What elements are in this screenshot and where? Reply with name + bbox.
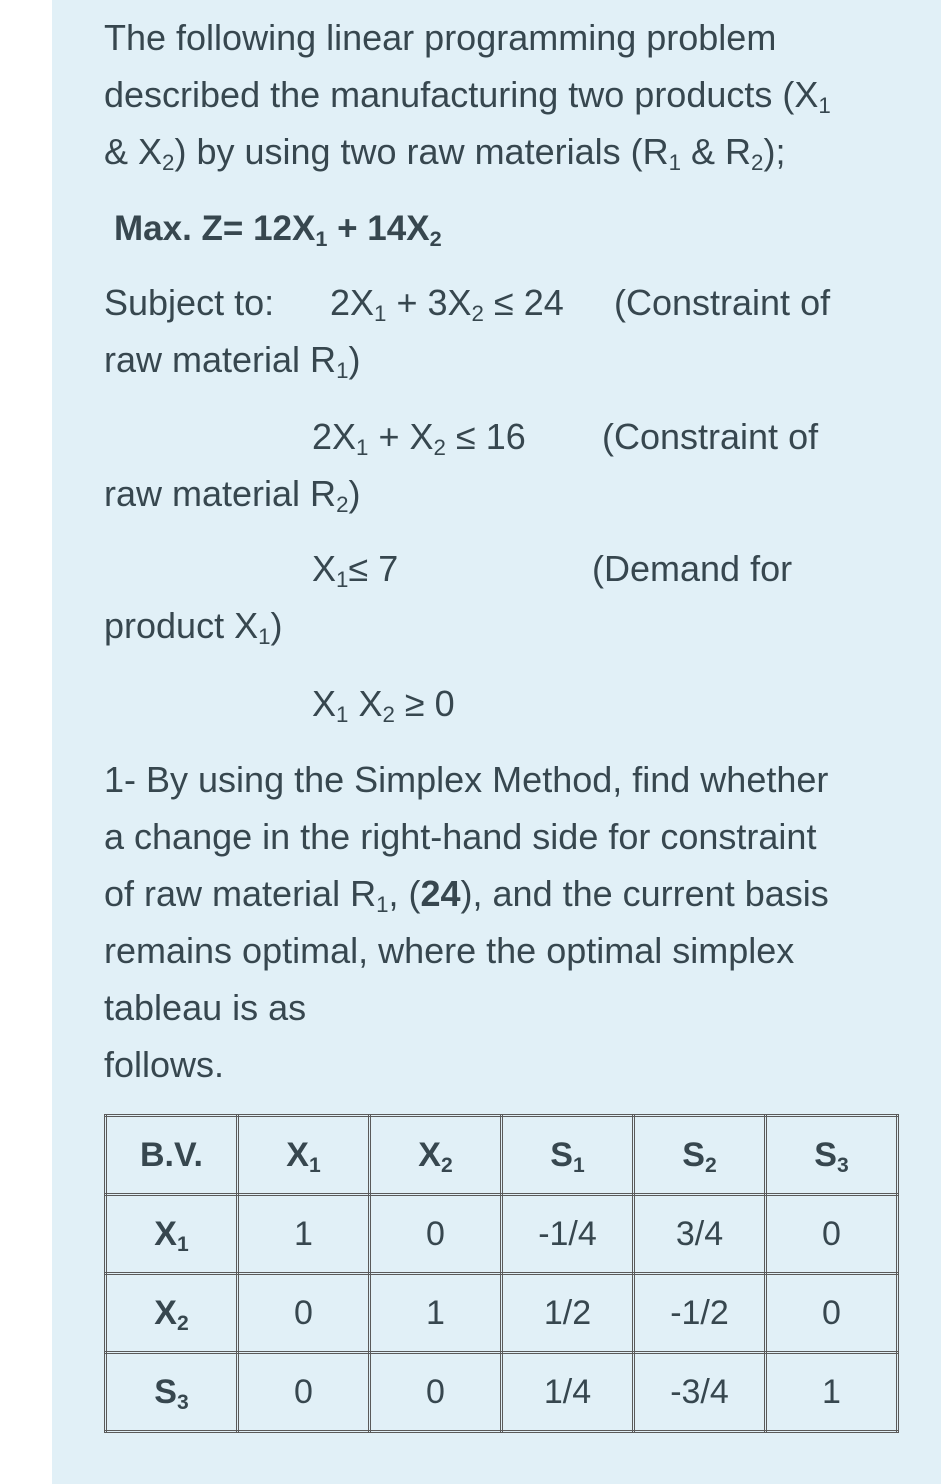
question-line-4: remains optimal, where the optimal simplex	[104, 930, 795, 971]
question-line-5: tableau is as	[104, 987, 307, 1028]
table-cell: -1/4	[502, 1195, 634, 1274]
intro-line-3: & $X_2$) by using two raw materials ($R_1$ & $R_2$);	[104, 131, 786, 176]
tableau-header-row	[106, 1116, 898, 1195]
constraint-3-note: (Demand for	[592, 548, 793, 589]
question-line-6: follows.	[104, 1044, 225, 1085]
table-cell: 0	[370, 1195, 502, 1274]
table-cell: 0	[370, 1353, 502, 1432]
table-cell: 0	[238, 1353, 370, 1432]
basis-variable-cell: $X_1$	[106, 1195, 238, 1274]
table-cell: 3/4	[634, 1195, 766, 1274]
non-negativity-constraint: $X_1$ $X_2 \ge 0$	[312, 683, 455, 728]
objective-function: Max. $Z= 12X_1 + 14X_2$	[114, 209, 442, 252]
header-x2: $X_2$	[370, 1116, 502, 1195]
table-cell: 1/4	[502, 1353, 634, 1432]
constraint-1-label: Subject to:	[104, 282, 275, 323]
constraint-2-continuation: raw material $R_2$)	[104, 473, 361, 518]
constraint-2-note: (Constraint of	[602, 416, 819, 457]
table-cell: 0	[238, 1274, 370, 1353]
constraint-1-continuation: raw material $R_1$)	[104, 339, 361, 384]
question-line-1: 1- By using the Simplex Method, find whether	[104, 759, 829, 800]
header-s3: $S_3$	[766, 1116, 898, 1195]
basis-variable-cell: $X_2$	[106, 1274, 238, 1353]
table-row	[106, 1353, 898, 1432]
table-cell: 0	[766, 1195, 898, 1274]
table-cell: -1/2	[634, 1274, 766, 1353]
table-cell: 1	[766, 1353, 898, 1432]
header-s1: $S_1$	[502, 1116, 634, 1195]
intro-line-2: described the manufacturing two products ($X_1$	[104, 74, 831, 119]
constraint-1-note: (Constraint of	[614, 282, 831, 323]
header-s2: $S_2$	[634, 1116, 766, 1195]
header-bv: B.V.	[106, 1116, 238, 1195]
basis-variable-cell: $S_3$	[106, 1353, 238, 1432]
table-cell: 0	[766, 1274, 898, 1353]
table-cell: 1/2	[502, 1274, 634, 1353]
simplex-tableau	[104, 1114, 899, 1433]
header-x1: $X_1$	[238, 1116, 370, 1195]
question-line-3: of raw material $R_1$, (24), and the current basis	[104, 873, 829, 918]
constraint-3-continuation: product $X_1$)	[104, 605, 283, 650]
constraint-2: $2X_1 + X_2 \le 16$	[312, 416, 526, 461]
table-row	[106, 1195, 898, 1274]
question-line-2: a change in the right-hand side for constraint	[104, 816, 817, 857]
constraint-3: $X_1\le 7$	[312, 548, 399, 593]
intro-line-1: The following linear programming problem	[104, 17, 777, 58]
table-cell: 1	[370, 1274, 502, 1353]
table-row	[106, 1274, 898, 1353]
constraint-1: $2X_1 + 3X_2 \le 24$	[330, 282, 564, 327]
table-cell: 1	[238, 1195, 370, 1274]
table-cell: -3/4	[634, 1353, 766, 1432]
